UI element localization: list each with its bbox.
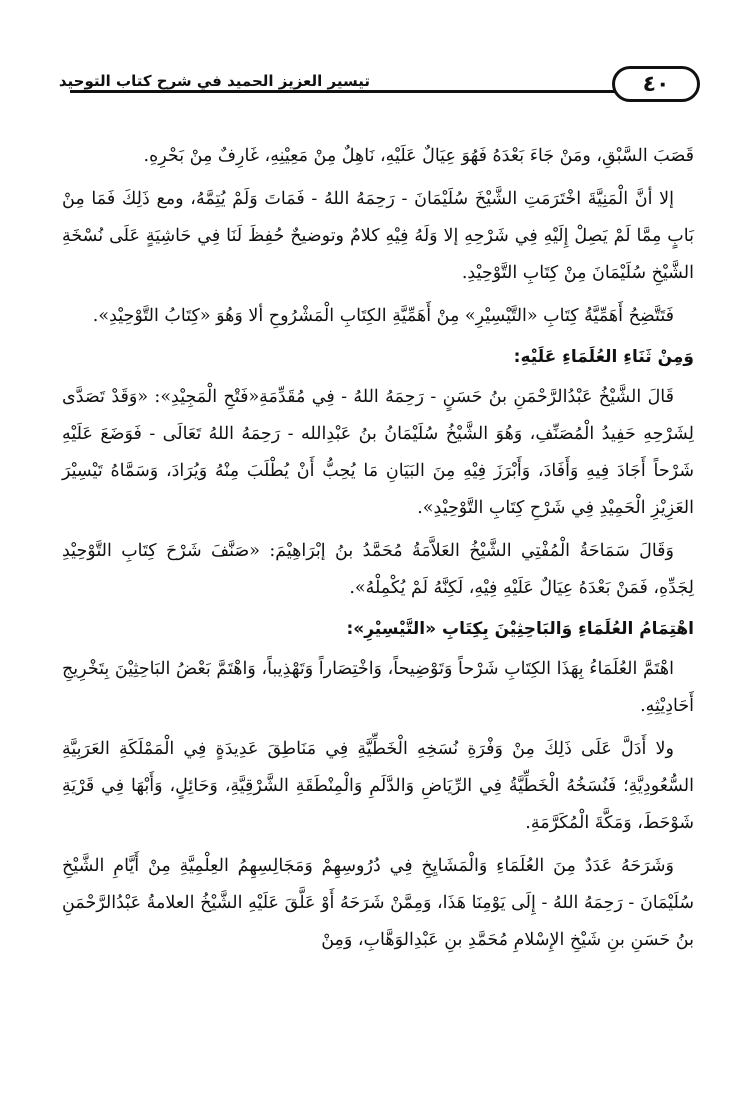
paragraph-6: اهْتَمَّ العُلَمَاءُ بِهَذَا الكِتَابِ شَرْحاً وَتَوْضِيحاً، وَاخْتِصَاراً وَتَهْذِيباً، وَاهْتَمَّ بَعْضُ البَاحِثِيْنَ بِتَخْرِيجِ أَحَادِيْثِهِ. (62, 659, 694, 716)
paragraph-7: ولا أَدَلَّ عَلَى ذَلِكَ مِنْ وَفْرَةِ نُسَخِهِ الْخَطِّيَّةِ فِي مَنَاطِقَ عَدِيدَةٍ فِي الْمَمْلَكَةِ العَرَبِيَّةِ السُّعُودِيَّةِ؛ فَنُسَخُهُ الْخَطِّيَّةُ فِي الرِّيَاضِ وَالدَّلَمِ وَالْمِنْطَقَةِ الشَّرْقِيَّةِ، وَحَائِلٍ، وَأَبْهَا فِي قَرْيَةِ شَوْحَطَ، وَمَكَّةَ الْمُكَرَّمَةِ. (62, 739, 694, 833)
paragraph-8: وَشَرَحَهُ عَدَدٌ مِنَ العُلَمَاءِ وَالْمَشَايِخِ فِي دُرُوسِهِمْ وَمَجَالِسِهِمُ العِلْمِيَّةِ مِنْ أَيَّامِ الشَّيْخِ سُلَيْمَانَ - رَحِمَهُ اللهُ - إِلَى يَوْمِنَا هَذَا، وَمِمَّنْ شَرَحَهُ أَوْ عَلَّقَ عَلَيْهِ الشَّيْخُ العلامةُ عَبْدُالرَّحْمَنِ بنُ حَسَنِ بنِ شَيْخِ الإِسْلامِ مُحَمَّدِ بنِ عَبْدِالوَهَّابِ، وَمِنْ (62, 856, 694, 950)
paragraph-5: وَقَالَ سَمَاحَةُ الْمُفْتِي الشَّيْخُ العَلاَّمَةُ مُحَمَّدُ بنُ إبْرَاهِيْمَ: «صَنَّفَ شَرْحَ كِتَابِ التَّوْحِيْدِ لِجَدِّهِ، فَمَنْ بَعْدَهُ عِيَالٌ عَلَيْهِ فِيْهِ، لَكِنَّهُ لَمْ يُكْمِلْهُ». (62, 541, 694, 598)
section-heading-interest: اهْتِمَامُ العُلَمَاءِ وَالبَاحِثِيْنَ بِكِتَابِ «التَّيْسِيْرِ»: (346, 619, 694, 639)
page-body (62, 138, 694, 965)
paragraph-1: قَصَبَ السَّبْقِ، ومَنْ جَاءَ بَعْدَهُ فَهُوَ عِيَالٌ عَلَيْهِ، نَاهِلٌ مِنْ مَعِيْنِهِ، غَارِفٌ مِنْ بَحْرِهِ. (143, 146, 694, 166)
page-number-frame (612, 66, 700, 102)
paragraph-2: إلا أنَّ الْمَنِيَّةَ اخْتَرَمَتِ الشَّيْخَ سُلَيْمَانَ - رَحِمَهُ اللهُ - فَمَاتَ وَلَمْ يُتِمَّهُ، ومع ذَلِكَ فَمَا مِنْ بَابٍ مِمَّا لَمْ يَصِلْ إِلَيْهِ فِي شَرْحِهِ إلا وَلَهُ فِيْهِ كلامٌ وتوضيحٌ حُفِظَ لَنَا فِي حَاشِيَةٍ عَلَى نُسْخَةِ الشَّيْخِ سُلَيْمَانَ مِنْ كِتَابِ التَّوْحِيْدِ. (62, 189, 694, 283)
paragraph-4: قَالَ الشَّيْخُ عَبْدُالرَّحْمَنِ بنُ حَسَنٍ - رَحِمَهُ اللهُ - فِي مُقَدِّمَةِ«فَتْحِ الْمَجِيْدِ»: «وَقَدْ تَصَدَّى لِشَرْحِهِ حَفِيدُ الْمُصَنِّفِ، وَهُوَ الشَّيْخُ سُلَيْمَانُ بنُ عَبْدِالله - رَحِمَهُ اللهُ تَعَالَى - فَوَضَعَ عَلَيْهِ شَرْحاً أَجَادَ فِيهِ وَأَفَادَ، وَأَبْرَزَ فِيْهِ مِنَ البَيَانِ مَا يُحِبُّ أَنْ يُطْلَبَ مِنْهُ وَيُرَادَ، وَسَمَّاهُ تَيْسِيْرَ العَزِيْزِ الْحَمِيْدِ فِي شَرْحِ كِتَابِ التَّوْحِيْدِ». (62, 387, 694, 518)
running-title: تيسير العزيز الحميد في شرح كتاب التوحيد (58, 72, 370, 90)
section-heading-praise: وَمِنْ ثَنَاءِ العُلَمَاءِ عَلَيْهِ: (513, 347, 694, 367)
page-number: ٤٠ (642, 71, 670, 97)
paragraph-3: فَتَتَّضِحُ أَهَمِّيَّةُ كِتَابِ «التَّيْسِيْرِ» مِنْ أَهَمِّيَّةِ الكِتَابِ الْمَشْرُوحِ ألا وَهُوَ «كِتَابُ التَّوْحِيْدِ». (92, 306, 674, 326)
running-header (58, 66, 700, 106)
header-rule (70, 90, 616, 93)
